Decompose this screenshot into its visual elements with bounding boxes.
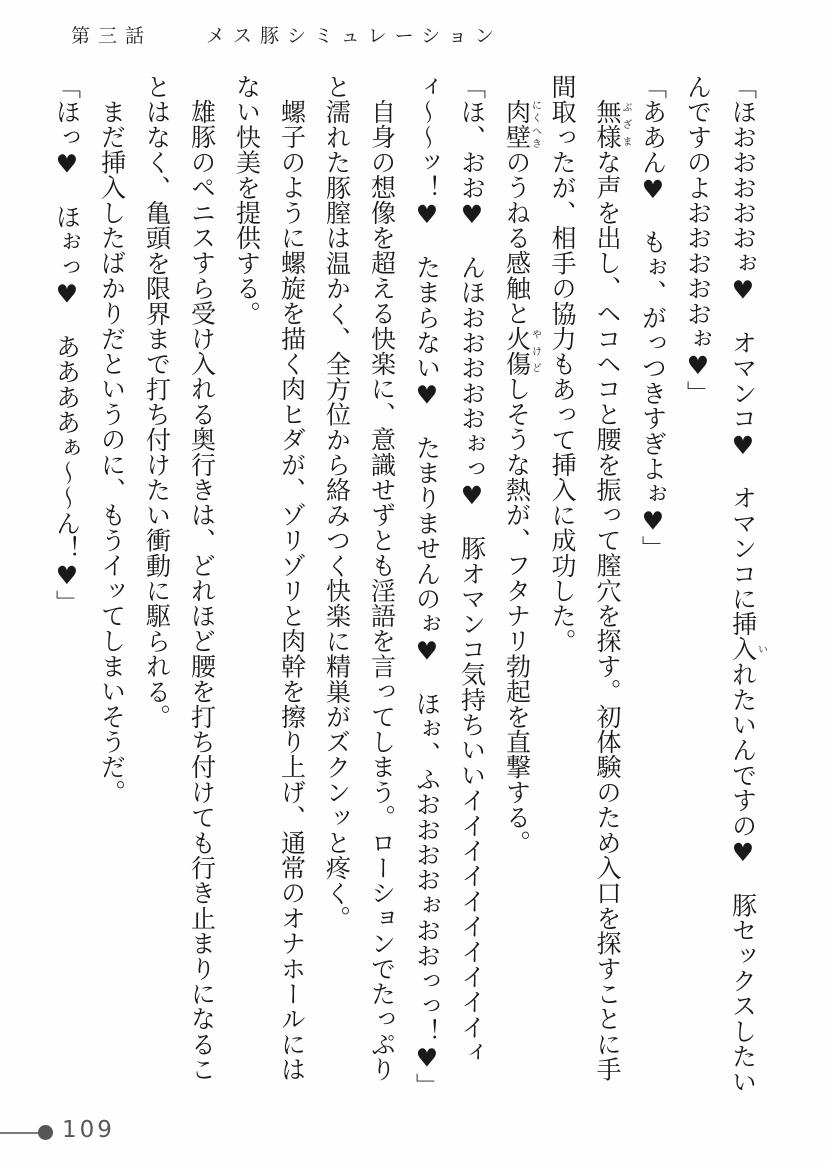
dialogue-4: 「ほっ♥ ほぉっ♥ ああああぁ～～ん！♥」 <box>52 74 82 616</box>
ruby-annotated-text: 入い <box>728 636 767 662</box>
novel-text-block <box>42 74 766 1134</box>
narration-6: まだ挿入したばかりだというのに、もうイッてしまいそうだ。 <box>97 99 127 805</box>
ruby-annotated-text: 肉壁にくへき <box>502 99 541 150</box>
narration-1: 無様ぶざまな声を出し、ヘコヘコと腰を振って膣穴を探す。初体験のため入口を探すことに手 間取ったが、相手の協力もあって挿入に成功した。 <box>548 74 631 1082</box>
page-number: 109 <box>62 1117 115 1143</box>
dialogue-1: 「ほおおおおおぉ♥ オマンコ♥ オマンコに挿入いれたいんですの♥ 豚セックスしたい んですのよおおおおおぉ♥」 <box>683 74 767 1095</box>
narration-4: 螺子のように螺旋を描く肉ヒダが、ゾリゾリと肉幹を擦り上げ、通常のオナホールには ない快美を提供する。 <box>232 74 307 1082</box>
chapter-header: 第三話 メス豚シミュレーション <box>71 25 502 47</box>
narration-2: 肉壁にくへきのうねる感触と火傷やけどしそうな熱が、フタナリ勃起を直撃する。 <box>502 99 541 856</box>
ruby-annotated-text: 無様ぶざま <box>593 99 631 150</box>
page-footer-dot <box>38 1125 53 1140</box>
dialogue-3: 「ほ、おお♥ んほおおおおおぉっ♥ 豚オマンコ気持ちいいイイイイイイイイイイィ ィ～～ッ！♥ たまらない♥ たまりませんのぉ♥ ほぉ、ふおおおおぉおおっっ！♥」 <box>412 74 487 1098</box>
narration-3: 自身の想像を超える快楽に、意識せずとも淫語を言ってしまう。ローションでたっぷり と濡れた豚膣は温かく、全方位から絡みつく快楽に精巣がズクンッと疼く。 <box>322 74 397 1082</box>
narration-5: 雄豚のペニスすら受け入れる奥行きは、どれほど腰を打ち付けても行き止まりになるこ とはなく、亀頭を限界まで打ち付けたい衝動に駆られる。 <box>142 74 217 1082</box>
dialogue-2: 「ああん♥ もぉ、がっつきすぎよぉ♥」 <box>638 74 668 561</box>
ruby-annotated-text: 火傷やけど <box>502 325 541 377</box>
